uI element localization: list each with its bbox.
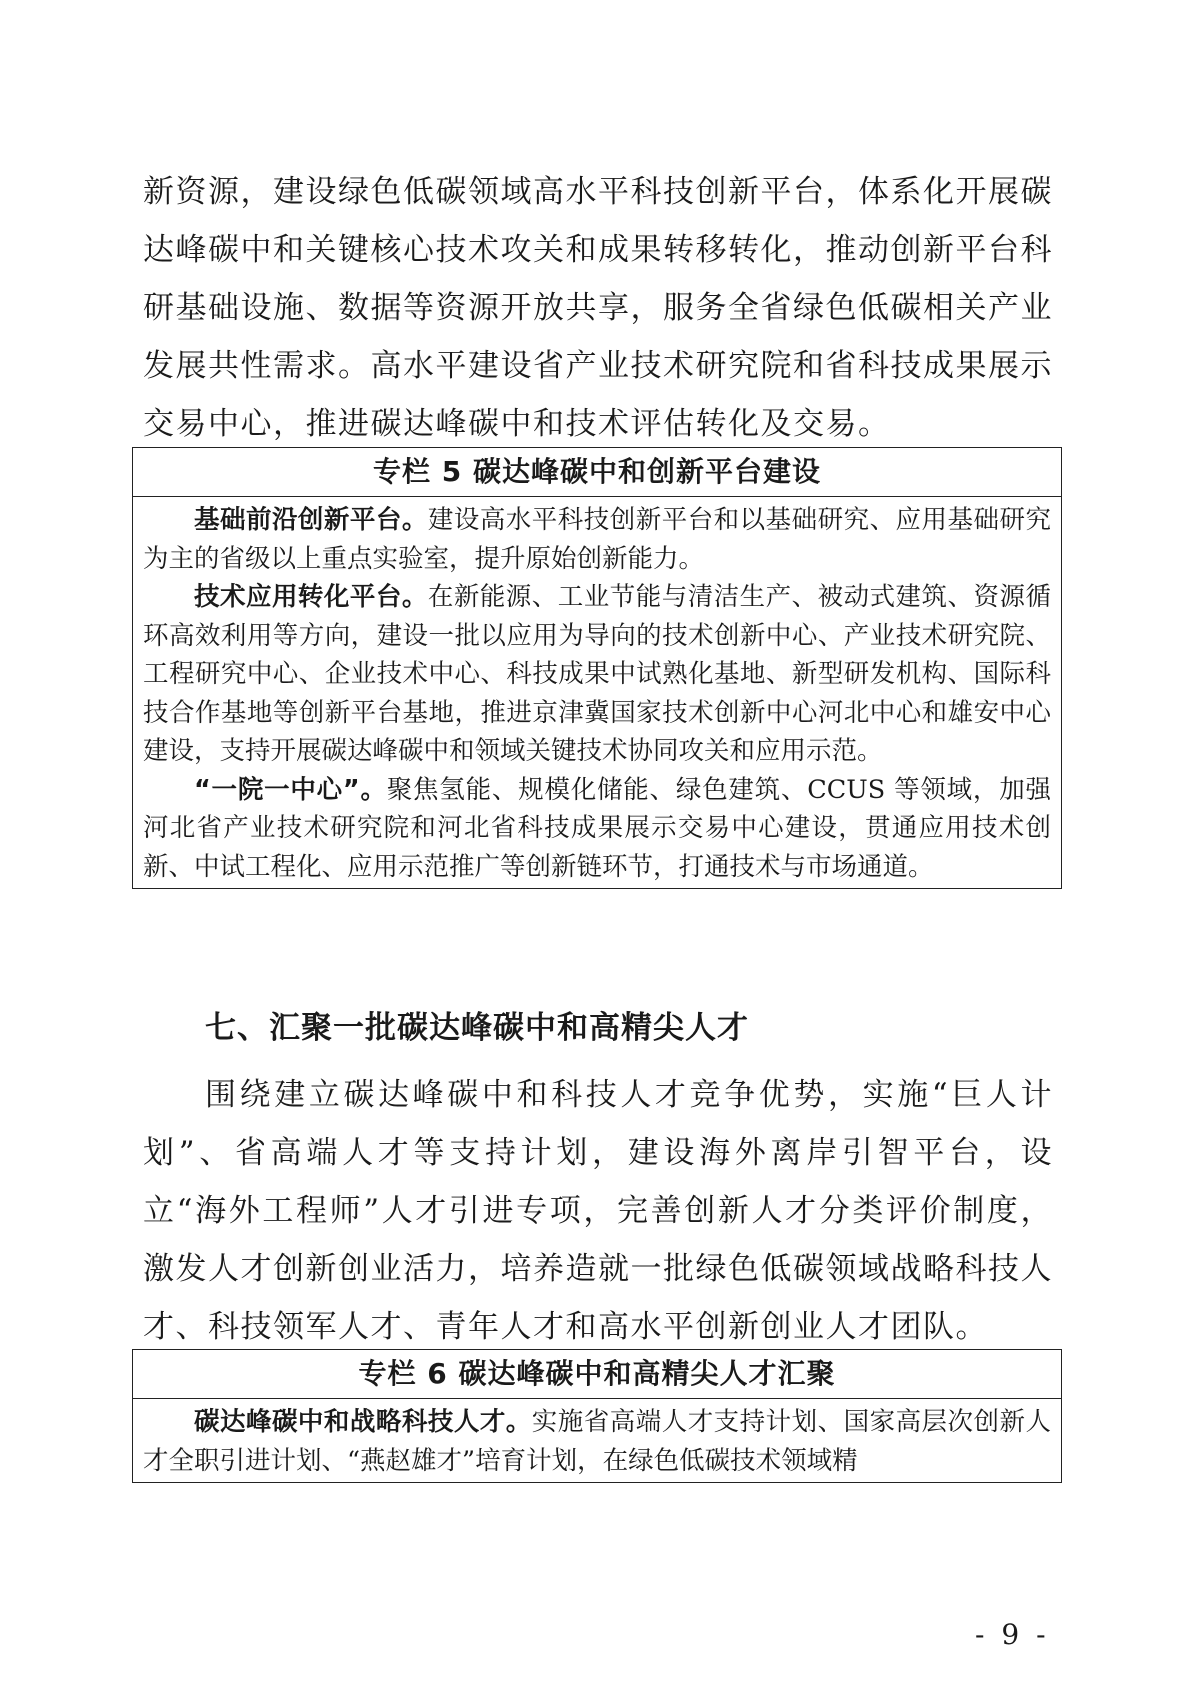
item-lead: 碳达峰碳中和战略科技人才。: [194, 1407, 532, 1437]
box-5-item-institute-center: [143, 771, 1051, 887]
item-text: 聚焦氢能、规模化储能、绿色建筑、CCUS 等领域，加强河北省产业技术研究院和河北省科技成果展示交易中心建设，贯通应用技术创新、中试工程化、应用示范推广等创新链环节，打通技术与市场通道。: [143, 774, 1051, 882]
box-5-item-foundational: [143, 501, 1051, 578]
box-5-platform-construction: [132, 447, 1062, 889]
page-number: - 9 -: [975, 1618, 1050, 1651]
section-7-heading: 七、汇聚一批碳达峰碳中和高精尖人才: [205, 1010, 749, 1046]
item-text: 在新能源、工业节能与清洁生产、被动式建筑、资源循环高效利用等方向，建设一批以应用为导向的技术创新中心、产业技术研究院、工程研究中心、企业技术中心、科技成果中试熟化基地、新型研发机构、国际科技合作基地等创新平台基地，推进京津冀国家技术创新中心河北中心和雄安中心建设，支持开展碳达峰碳中和领域关键技术协同攻关和应用示范。: [143, 582, 1051, 766]
box-6-talent-gathering: [132, 1349, 1062, 1483]
item-lead: 技术应用转化平台。: [194, 582, 428, 612]
box-5-title: 专栏 5 碳达峰碳中和创新平台建设: [133, 448, 1061, 497]
item-text: 建设高水平科技创新平台和以基础研究、应用基础研究为主的省级以上重点实验室，提升原始创新能力。: [143, 505, 1051, 574]
section-7-paragraph: 围绕建立碳达峰碳中和科技人才竞争优势，实施“巨人计划”、省高端人才等支持计划，建设海外离岸引智平台，设立“海外工程师”人才引进专项，完善创新人才分类评价制度，激发人才创新创业活力，培养造就一批绿色低碳领域战略科技人才、科技领军人才、青年人才和高水平创新创业人才团队。: [143, 1077, 1053, 1345]
box-6-title: 专栏 6 碳达峰碳中和高精尖人才汇聚: [133, 1350, 1061, 1399]
box-5-body: [133, 497, 1061, 888]
box-5-item-application: [143, 578, 1051, 771]
box-6-body: [133, 1399, 1061, 1482]
item-text: 实施省高端人才支持计划、国家高层次创新人才全职引进计划、“燕赵雄才”培育计划，在绿色低碳技术领域精: [143, 1407, 1051, 1476]
item-lead: “一院一中心”。: [194, 774, 387, 805]
intro-paragraph: 新资源，建设绿色低碳领域高水平科技创新平台，体系化开展碳达峰碳中和关键核心技术攻关和成果转移转化，推动创新平台科研基础设施、数据等资源开放共享，服务全省绿色低碳相关产业发展共性需求。高水平建设省产业技术研究院和省科技成果展示交易中心，推进碳达峰碳中和技术评估转化及交易。: [143, 174, 1053, 442]
item-lead: 基础前沿创新平台。: [194, 505, 428, 535]
box-6-item-strategic-talent: [143, 1403, 1051, 1480]
